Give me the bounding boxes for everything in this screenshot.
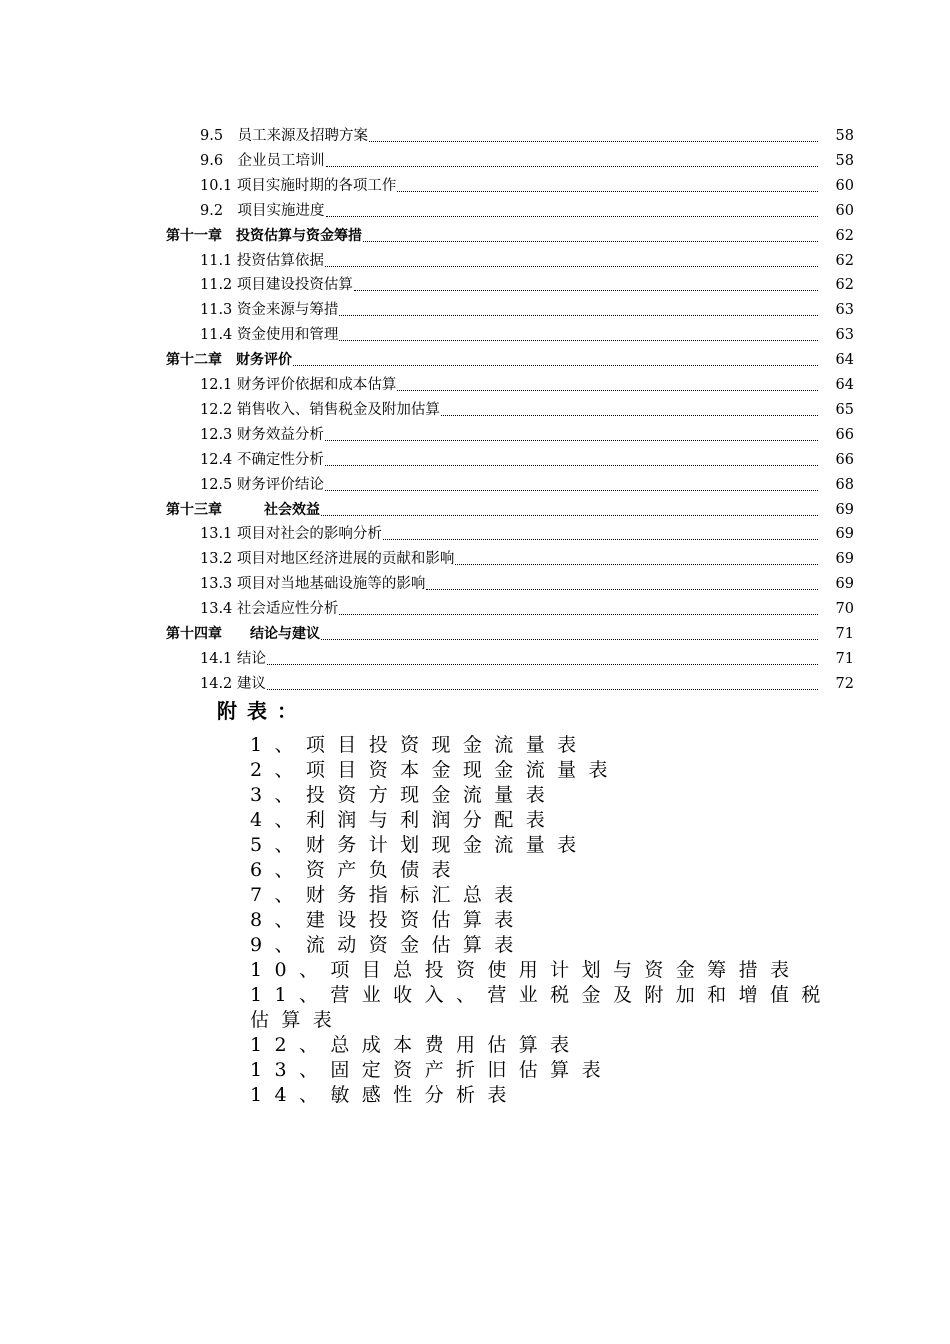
toc-page-number: 62 [835,277,854,294]
toc-section-entry[interactable] [0,373,950,398]
toc-leader-dots [397,390,818,391]
toc-entry-label: 10.1 项目实施时期的各项工作 [200,174,397,199]
appendix-item: 14、敏感性分析表 [250,1084,519,1106]
toc-chapter-entry[interactable] [0,622,950,647]
toc-entry-label: 11.4 资金使用和管理 [200,323,339,348]
toc-leader-dots [325,440,818,441]
toc-entry-label: 11.1 投资估算依据 [200,249,325,274]
toc-section-entry[interactable] [0,522,950,547]
toc-leader-dots [369,141,818,142]
appendix-item: 1、项目投资现金流量表 [250,734,589,756]
toc-entry-label: 第十一章 投资估算与资金筹措 [166,224,363,249]
toc-entry-label: 13.1 项目对社会的影响分析 [200,522,383,547]
toc-entry-label: 13.3 项目对当地基础设施等的影响 [200,572,426,597]
toc-leader-dots [441,415,818,416]
toc-chapter-entry[interactable] [0,224,950,249]
toc-section-entry[interactable] [0,174,950,199]
appendix-item: 估算表 [250,1009,345,1031]
appendix-item: 13、固定资产折旧估算表 [250,1059,613,1081]
toc-entry-label: 13.2 项目对地区经济进展的贡献和影响 [200,547,455,572]
toc-leader-dots [455,564,818,565]
toc-entry-label: 9.6 企业员工培训 [200,149,326,174]
toc-page-number: 71 [835,650,854,667]
toc-page-number: 70 [835,601,854,618]
toc-entry-label: 12.1 财务评价依据和成本估算 [200,373,397,398]
toc-section-entry[interactable] [0,298,950,323]
toc-leader-dots [383,539,818,540]
toc-section-entry[interactable] [0,249,950,274]
toc-section-entry[interactable] [0,672,950,697]
toc-leader-dots [267,664,818,665]
toc-leader-dots [321,639,818,640]
appendix-item: 9、流动资金估算表 [250,934,526,956]
toc-entry-label: 11.3 资金来源与筹措 [200,298,339,323]
toc-page-number: 69 [835,501,854,518]
toc-leader-dots [321,515,818,516]
toc-entry-label: 14.1 结论 [200,647,267,672]
toc-page-number: 66 [835,426,854,443]
appendix-title: 附表： [217,699,307,723]
toc-entry-label: 第十四章 结论与建议 [166,622,321,647]
toc-page-number: 71 [835,626,854,642]
toc-leader-dots [325,490,818,491]
toc-section-entry[interactable] [0,124,950,149]
toc-page-number: 60 [835,177,854,194]
toc-entry-label: 13.4 社会适应性分析 [200,597,339,622]
toc-entry-label: 12.5 财务评价结论 [200,473,325,498]
appendix-item: 4、利润与利润分配表 [250,809,558,831]
toc-page-number: 69 [835,551,854,568]
toc-leader-dots [426,589,818,590]
toc-leader-dots [267,689,818,690]
toc-section-entry[interactable] [0,149,950,174]
toc-page-number: 65 [835,401,854,418]
toc-section-entry[interactable] [0,597,950,622]
toc-leader-dots [339,340,818,341]
toc-entry-label: 14.2 建议 [200,672,267,697]
toc-page-number: 64 [835,377,854,393]
toc-leader-dots [326,166,818,167]
toc-page-number: 63 [835,327,854,344]
toc-leader-dots [325,465,818,466]
toc-leader-dots [339,315,818,316]
toc-page-number: 63 [835,302,854,319]
toc-section-entry[interactable] [0,647,950,672]
toc-leader-dots [339,614,818,615]
toc-page-number: 68 [835,476,854,493]
toc-entry-label: 第十三章 社会效益 [166,498,321,523]
toc-page-number: 62 [835,227,854,244]
appendix-item: 10、项目总投资使用计划与资金筹措表 [250,959,802,981]
appendix-item: 3、投资方现金流量表 [250,784,558,806]
toc-entry-label: 12.2 销售收入、销售税金及附加估算 [200,398,441,423]
appendix-item: 8、建设投资估算表 [250,909,526,931]
appendix-item: 6、资产负债表 [250,859,463,881]
toc-leader-dots [293,365,818,366]
toc-chapter-entry[interactable] [0,348,950,373]
toc-section-entry[interactable] [0,473,950,498]
appendix-item: 7、财务指标汇总表 [250,884,526,906]
toc-section-entry[interactable] [0,199,950,224]
toc-leader-dots [325,266,818,267]
toc-leader-dots [363,241,818,242]
toc-page-number: 69 [835,576,854,593]
toc-page-number: 66 [835,451,854,468]
toc-leader-dots [354,290,818,291]
toc-section-entry[interactable] [0,398,950,423]
toc-section-entry[interactable] [0,547,950,572]
appendix-item: 12、总成本费用估算表 [250,1034,582,1056]
toc-page-number: 64 [835,352,854,369]
toc-page-number: 60 [835,202,854,219]
toc-page-number: 58 [835,128,854,144]
toc-entry-label: 9.2 项目实施进度 [200,199,326,224]
toc-page-number: 69 [835,526,854,543]
toc-section-entry[interactable] [0,273,950,298]
toc-entry-label: 12.3 财务效益分析 [200,423,325,448]
toc-section-entry[interactable] [0,323,950,348]
toc-page-number: 62 [835,252,854,269]
toc-page-number: 58 [835,152,854,169]
toc-entry-label: 9.5 员工来源及招聘方案 [200,124,369,149]
appendix-item: 5、财务计划现金流量表 [250,834,589,856]
toc-entry-label: 第十二章 财务评价 [166,348,293,373]
appendix-item: 2、项目资本金现金流量表 [250,759,620,781]
toc-section-entry[interactable] [0,448,950,473]
toc-entry-label: 11.2 项目建设投资估算 [200,273,354,298]
toc-section-entry[interactable] [0,423,950,448]
toc-page-number: 72 [835,675,854,692]
toc-chapter-entry[interactable] [0,498,950,523]
appendix-item: 11、营业收入、营业税金及附加和增值税 [250,984,833,1006]
toc-leader-dots [397,191,818,192]
toc-section-entry[interactable] [0,572,950,597]
toc-leader-dots [326,216,818,217]
toc-entry-label: 12.4 不确定性分析 [200,448,325,473]
